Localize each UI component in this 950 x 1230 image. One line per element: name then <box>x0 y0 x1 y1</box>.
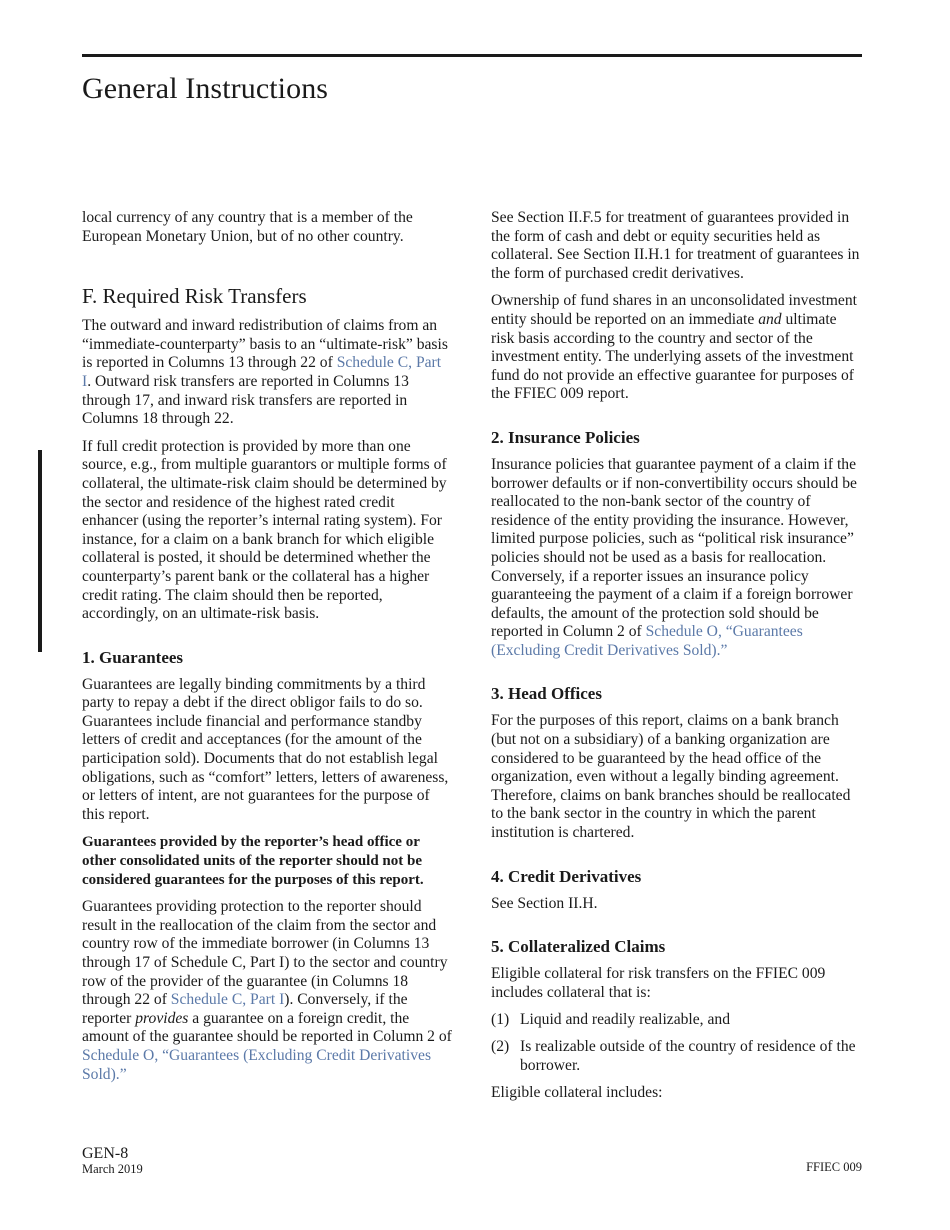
list-item: (2) Is realizable outside of the country of residence of the borrower. <box>491 1038 856 1074</box>
revision-date: March 2019 <box>82 1162 143 1176</box>
head-offices-paragraph: For the purposes of this report, claims on a bank branch (but not on a subsidiary) of a banking organization are considered to be guaranteed by the head office of the organization, even without a legally binding agreement. Therefore, claims on bank branches should be reallocated to the bank sector in the country in which the parent institution is chartered. <box>491 712 851 842</box>
insurance-policies-paragraph: Insurance policies that guarantee payment of a claim if the borrower defaults or if non-convertibility occurs should be reallocated to the non-bank sector of the country of residence of the entity providing the insurance. However, limited purpose policies, such as “political risk insurance” policies should not be used as a basis for reallocation. Conversely, if a reporter issues an insurance policy guaranteeing the payment of a claim if a foreign borrower defaults, the amount of the protection sold should be reported in Column 2 of Schedule O, “Guarantees (Excluding Credit Derivatives Sold).” <box>491 455 857 659</box>
section-f-paragraph-2: If full credit protection is provided by more than one source, e.g., from multiple guarantors or multiple forms of collateral, the ultimate-risk claim should be determined by the sector and residence of the highest rated credit enhancer (using the reporter’s internal rating system). For instance, for a claim on a bank branch for which eligible collateral is posted, it should be determined whether the counterparty’s parent bank or the collateral has a higher credit rating. The claim should then be reported, accordingly, on an ultimate-risk basis. <box>82 437 447 623</box>
section-f-heading: F. Required Risk Transfers <box>82 284 307 309</box>
footer-left <box>82 1145 143 1176</box>
collateral-criteria-list <box>491 1011 863 1075</box>
insurance-policies-heading: 2. Insurance Policies <box>491 427 640 447</box>
intro-paragraph: local currency of any country that is a member of the European Monetary Union, but of no other country. <box>82 209 413 245</box>
section-f-paragraph-1: The outward and inward redistribution of claims from an “immediate-counterparty” basis to an “ultimate-risk” basis is reported in Columns 13 through 22 of Schedule C, Part I. Outward risk transfers are reported in Columns 13 through 17, and inward risk transfers are reported in Columns 18 through 22. <box>82 317 448 428</box>
collateralized-claims-heading: 5. Collateralized Claims <box>491 937 666 957</box>
credit-derivatives-heading: 4. Credit Derivatives <box>491 866 642 886</box>
fund-shares-paragraph: Ownership of fund shares in an unconsolidated investment entity should be reported on an immediate and ultimate risk basis according to the country and sector of the investment entity. The underlying assets of the investment fund do not provide an effective guarantee for purposes of the FFIEC 009 report. <box>491 292 857 403</box>
credit-derivatives-paragraph: See Section II.H. <box>491 894 598 912</box>
change-bar <box>38 450 42 652</box>
head-offices-heading: 3. Head Offices <box>491 684 602 704</box>
eligible-collateral-paragraph: Eligible collateral includes: <box>491 1084 663 1102</box>
guarantees-bold-note: Guarantees provided by the reporter’s head office or other consolidated units of the reporter should not be considered guarantees for the purposes of this report. <box>82 834 424 888</box>
page-number: GEN-8 <box>82 1145 129 1162</box>
schedule-o-link[interactable]: Schedule O, “Guarantees (Excluding Credit Derivatives Sold).” <box>82 1046 432 1083</box>
guarantees-paragraph-3: Guarantees providing protection to the reporter should result in the reallocation of the claim from the sector and country row of the immediate borrower (in Columns 13 through 17 of Schedule C, Part I) to the sector and country row of the provider of the guarantee (in Columns 18 through 22 of Schedule C, Part I). Conversely, if the reporter provides a guarantee on a foreign credit, the amount of the guarantee should be reported in Column 2 of Schedule O, “Guarantees (Excluding Credit Derivatives Sold).” <box>82 898 452 1083</box>
guarantees-paragraph-1: Guarantees are legally binding commitments by a third party to repay a debt if the direct obligor fails to do so. Guarantees include financial and performance standby letters of credit and acceptances (for the amount of the participation sold). Documents that do not establish legal obligations, such as “comfort” letters, letters of awareness, or letters of intent, are not guarantees for the purpose of this report. <box>82 675 449 823</box>
schedule-c-part-i-link[interactable]: Schedule C, Part I <box>170 991 285 1009</box>
guarantee-section-refs-paragraph: See Section II.F.5 for treatment of guarantees provided in the form of cash and debt or equity securities held as collateral. See Section II.H.1 for treatment of guarantees in the form of purchased credit derivatives. <box>491 209 860 282</box>
form-number: FFIEC 009 <box>806 1160 862 1174</box>
list-item: (1) Liquid and readily realizable, and <box>491 1011 730 1029</box>
top-rule <box>82 54 862 57</box>
right-column <box>491 209 863 1112</box>
schedule-o-link[interactable]: Schedule O, “Guarantees (Excluding Credit Derivatives Sold).” <box>491 623 803 659</box>
collateralized-claims-paragraph: Eligible collateral for risk transfers on the FFIEC 009 includes collateral that is: <box>491 965 826 1001</box>
guarantees-heading: 1. Guarantees <box>82 647 184 667</box>
page-title: General Instructions <box>82 72 329 105</box>
schedule-c-part-i-link[interactable]: Schedule C, Part I <box>82 354 442 390</box>
left-column <box>82 209 454 1093</box>
